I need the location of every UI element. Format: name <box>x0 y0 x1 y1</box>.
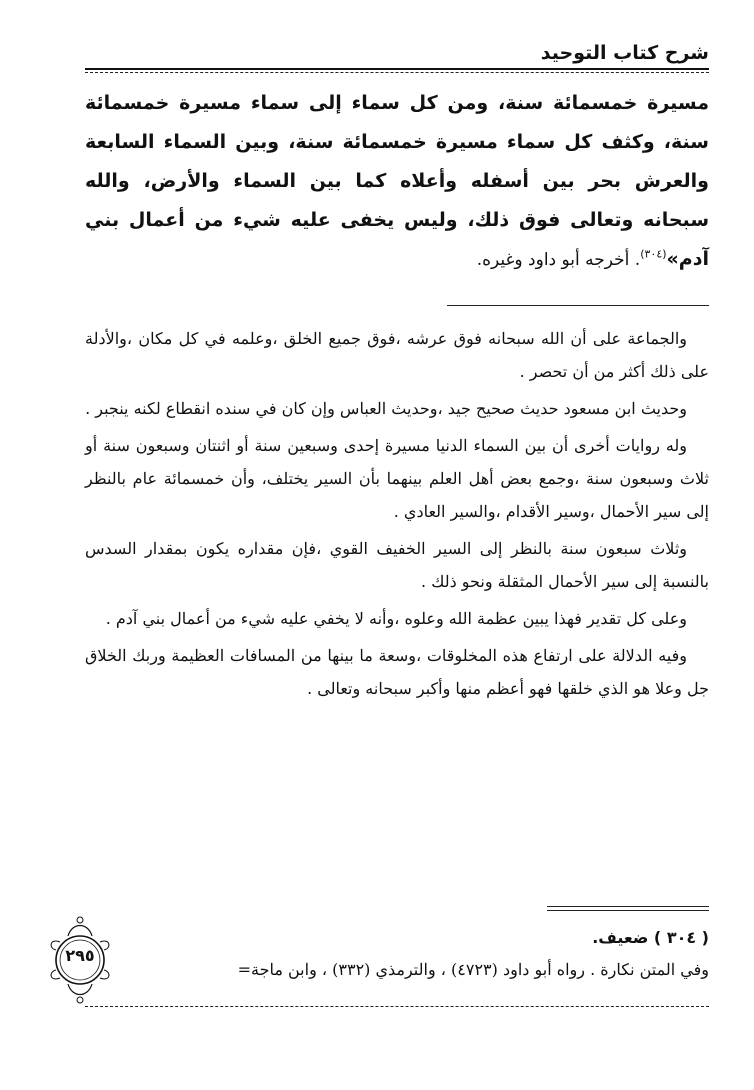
footnote-text: وفي المتن نكارة . رواه أبو داود (٤٧٢٣) ، والترمذي (٣٣٢) ، وابن ماجة= <box>237 960 709 979</box>
header-rule <box>85 68 709 70</box>
main-text <box>85 84 709 280</box>
footnote <box>125 922 709 986</box>
commentary-paragraph: وحديث ابن مسعود حديث صحيح جيد ،وحديث العباس وإن كان في سنده انقطاع لكنه ينجبر . <box>85 399 687 418</box>
footer-dashed-rule <box>85 1006 709 1007</box>
commentary-paragraph: وعلى كل تقدير فهذا يبين عظمة الله وعلوه ،وأنه لا يخفي عليه شيء من أعمال بني آدم . <box>105 609 687 628</box>
header-dashed-rule <box>85 72 709 73</box>
commentary-paragraph: وله روايات أخرى أن بين السماء الدنيا مسيرة إحدى وسبعين سنة أو اثنتان وسبعون سنة أو ثلاث وسبعون سنة ،وجمع بعض أهل العلم بينهما بأن السير يختلف، وأن خمسمائة عام بالنظر إلى سير الأحمال ،وسير الأقدام ،والسير العادي . <box>85 436 709 521</box>
footnote-label: ( ٣٠٤ ) ضعيف. <box>592 928 709 947</box>
takhrij-text: . أخرجه أبو داود وغيره. <box>476 250 641 270</box>
commentary-paragraph: وفيه الدلالة على ارتفاع هذه المخلوقات ،وسعة ما بينها من المسافات العظيمة وربك الخلاق جل وعلا هو الذي خلقها فهو أعظم منها وأكبر سبحانه وتعالى . <box>85 646 709 698</box>
section-separator <box>447 305 709 306</box>
running-header <box>85 38 709 72</box>
footnote-separator <box>547 906 709 911</box>
footnote-reference: (٣٠٤) <box>640 247 667 261</box>
book-title: شرح كتاب التوحيد <box>540 42 709 64</box>
page-number: ٢٩٥ <box>65 946 95 965</box>
commentary-paragraph: والجماعة على أن الله سبحانه فوق عرشه ،فوق جميع الخلق ،وعلمه في كل مكان ،والأدلة على ذلك أكثر من أن تحصر . <box>85 329 709 381</box>
commentary-paragraph: وثلاث سبعون سنة بالنظر إلى السير الخفيف القوي ،فإن مقداره يكون بمقدار السدس بالنسبة إلى سير الأحمال المثقلة ونحو ذلك . <box>85 539 709 591</box>
hadith-text: مسيرة خمسمائة سنة، ومن كل سماء إلى سماء مسيرة خمسمائة سنة، وكثف كل سماء مسيرة خمسمائة سنة، وبين السماء السابعة والعرش بحر بين أسفله وأعلاه كما بين السماء والأرض، والله سبحانه وتعالى فوق ذلك، وليس يخفى عليه شيء من أعمال بني آدم» <box>85 92 709 270</box>
commentary <box>85 322 709 709</box>
